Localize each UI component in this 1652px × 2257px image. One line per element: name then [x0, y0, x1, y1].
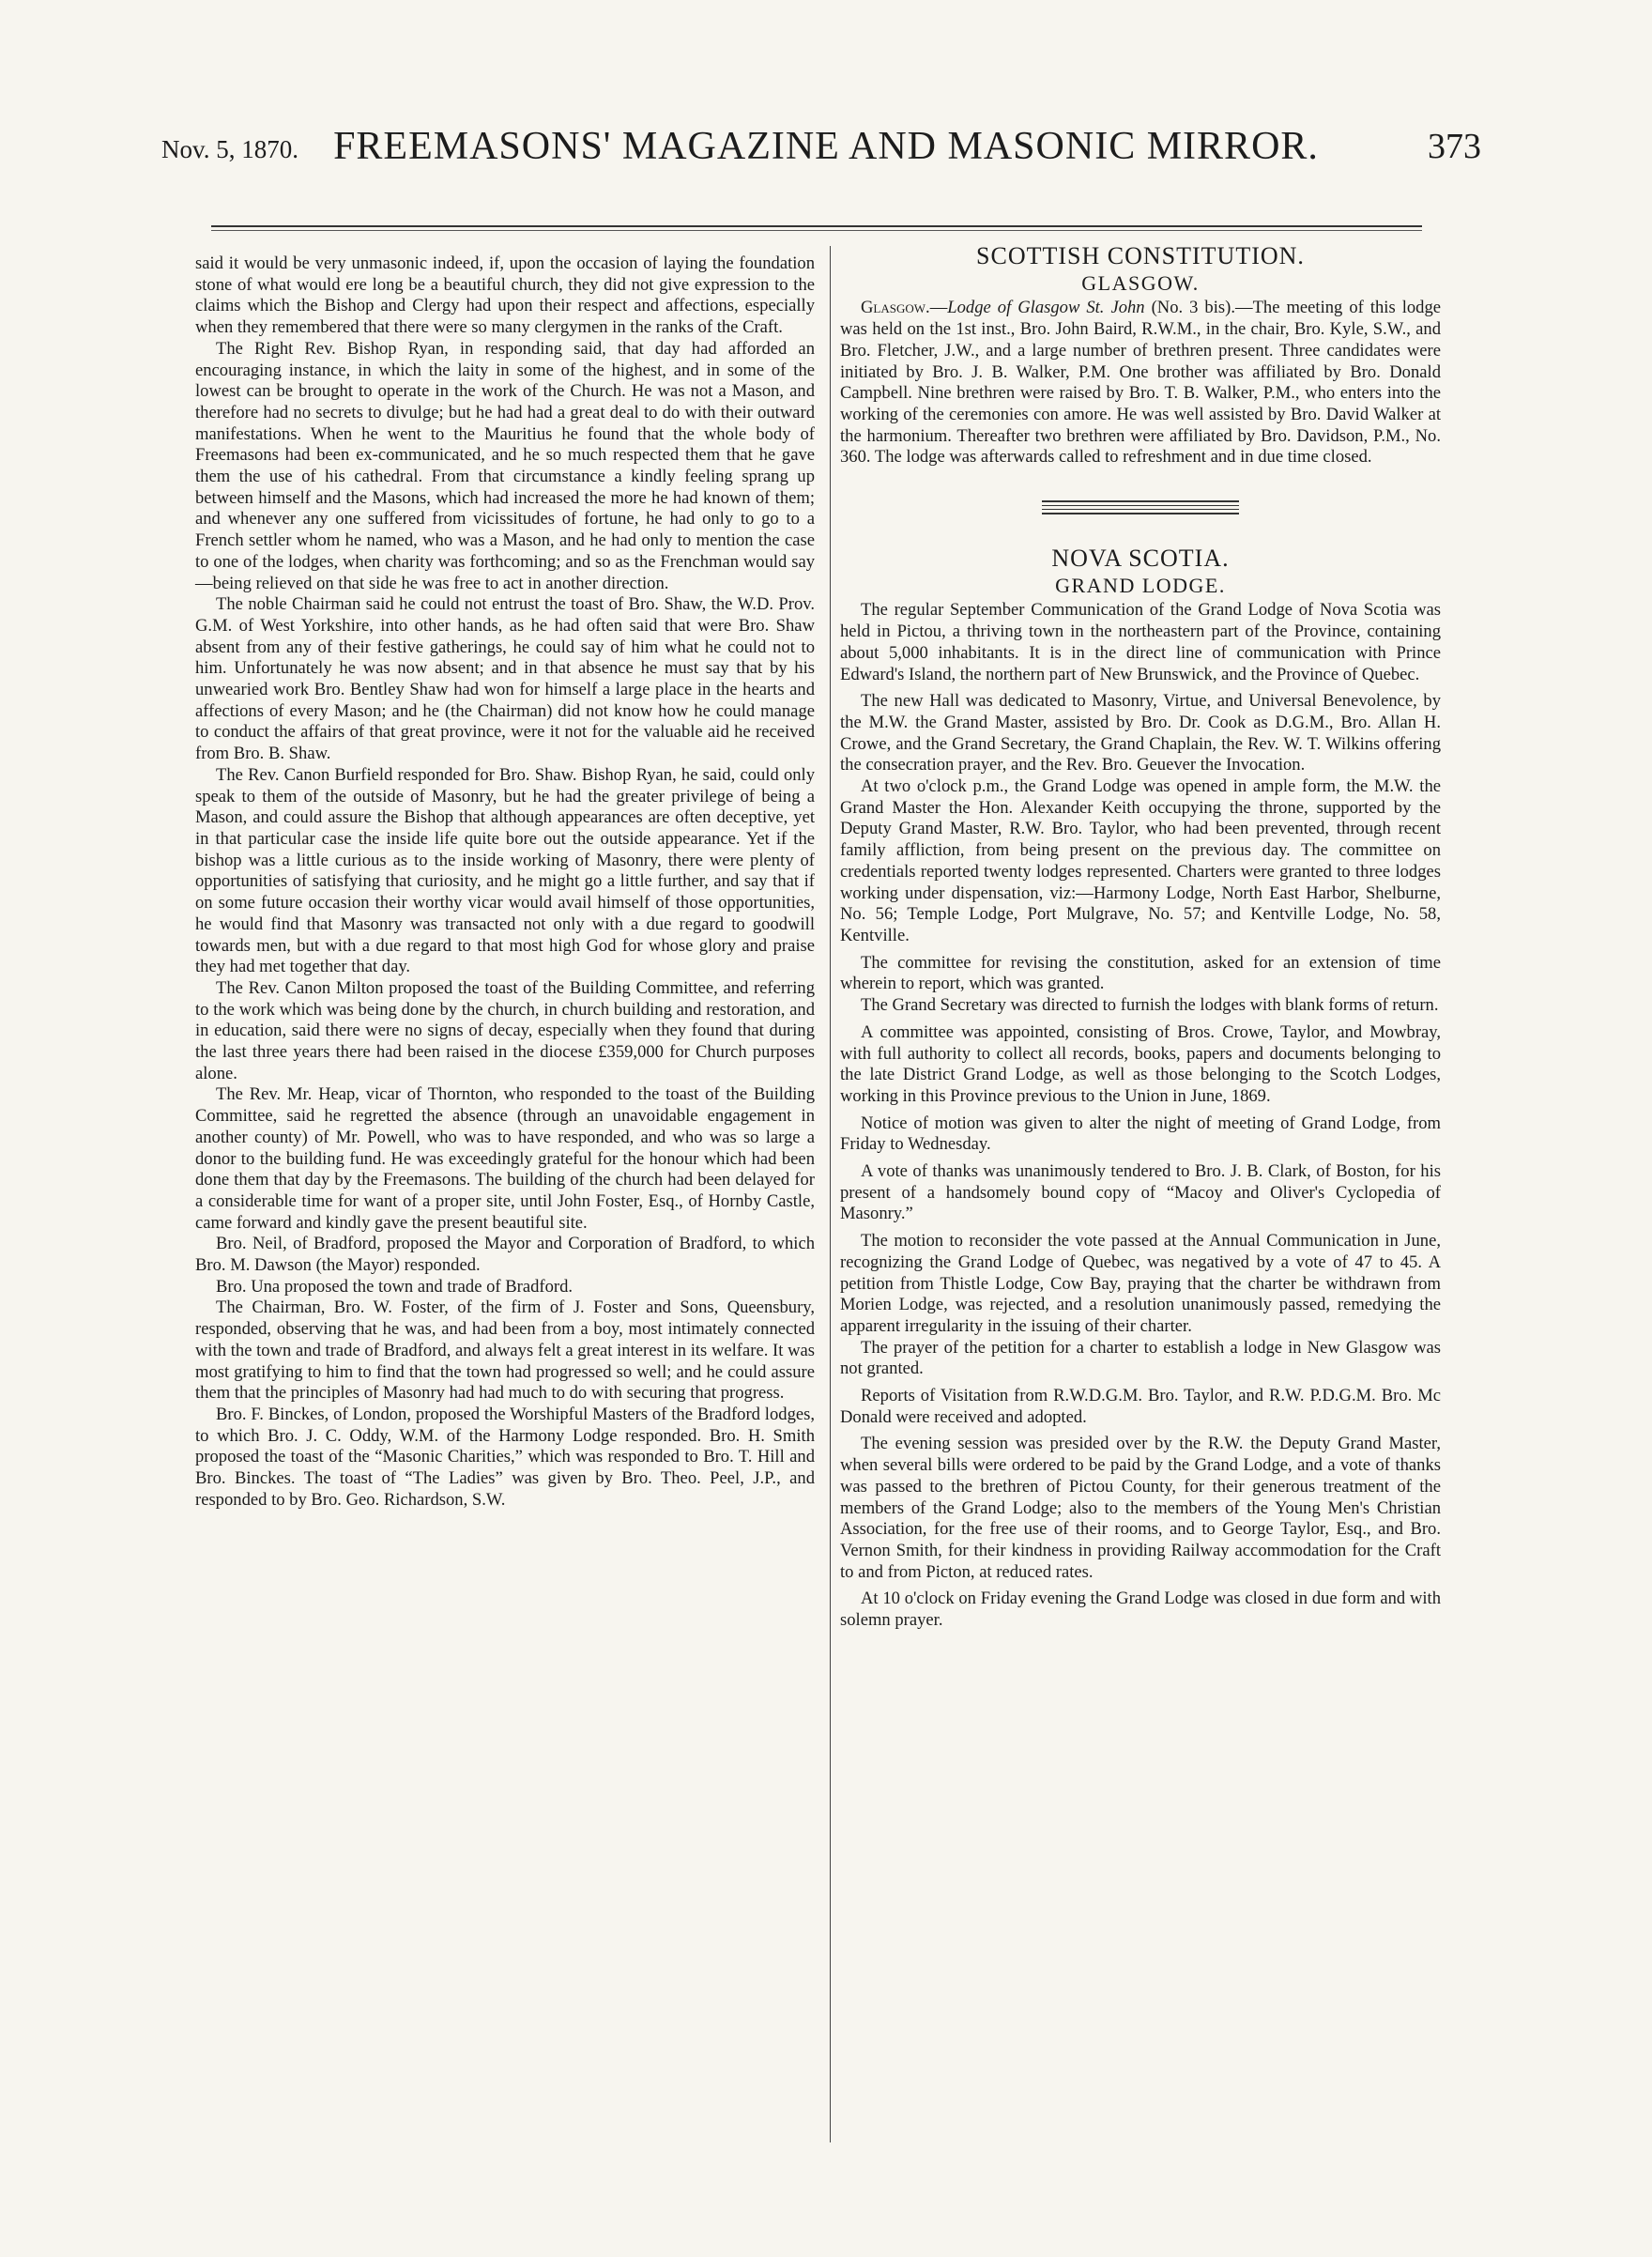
page-header	[160, 120, 1492, 177]
section-divider	[1042, 500, 1239, 514]
header-rule-thin	[211, 230, 1422, 231]
nova-paragraph-12: The evening session was presided over by the R.W. the Deputy Grand Master, when several bills were ordered to be paid by the Grand Lodge, and a vote of thanks was passed to the brethren of Pictou County, for their generous treatment of the members of the Grand Lodge; also to the members of the Young Men's Christian Association, for the free use of their rooms, and to George Taylor, Esq., and Bro. Vernon Smith, for their kindness in providing Railway accommodation for the Craft to and from Picton, at reduced rates.	[840, 1434, 1441, 1582]
column-divider	[830, 246, 831, 2142]
magazine-title: FREEMASONS' MAGAZINE AND MASONIC MIRROR.	[333, 125, 1319, 168]
left-paragraph-10: Bro. F. Binckes, of London, proposed the Worshipful Masters of the Bradford lodges, to which Bro. J. C. Oddy, W.M. of the Harmony Lodge responded. Bro. H. Smith proposed the toast of the “Masonic Charities,” which was responded to Bro. T. Hill and Bro. Binckes. The toast of “The Ladies” was given by Bro. Theo. Peel, J.P., and responded to by Bro. Geo. Richardson, S.W.	[195, 1404, 815, 1510]
glasgow-subheading: GLASGOW.	[1081, 270, 1200, 295]
left-column	[195, 253, 815, 1511]
right-column	[840, 242, 1441, 1632]
left-paragraph-8: Bro. Una proposed the town and trade of Bradford.	[216, 1276, 574, 1297]
nova-paragraph-8: A vote of thanks was unanimously tendered to Bro. J. B. Clark, of Boston, for his present of a handsomely bound copy of “Macoy and Oliver's Cyclopedia of Masonry.”	[840, 1161, 1441, 1224]
nova-scotia-heading: NOVA SCOTIA.	[1051, 545, 1230, 573]
left-paragraph-4: The Rev. Canon Burfield responded for Bro. Shaw. Bishop Ryan, he said, could only speak to them of the outside of Masonry, but he had the greater privilege of being a Mason, and could assure the Bishop that although appearances are often deceptive, yet in that particular case the inside life quite bore out the outside appearance. Yet if the bishop was a little curious as to the inside working of Masonry, there were plenty of opportunities of satisfying that curiosity, and he might go a little further, and say that if on some future occasion their worthy vicar would avail himself of those opportunities, he would find that Masonry was transacted not only with a due regard to goodwill towards men, but with a due regard to that most high God for whose glory and praise they had met together that day.	[195, 764, 815, 977]
left-paragraph-9: The Chairman, Bro. W. Foster, of the firm of J. Foster and Sons, Queensbury, responded, observing that he was, and had been from a boy, most intimately connected with the town and trade of Bradford, and always felt a great interest in its welfare. It was most gratifying to him to find that the town had progressed so well; and he could assure them that the principles of Masonry had had much to do with securing that progress.	[195, 1297, 815, 1404]
nova-paragraph-9: The motion to reconsider the vote passed at the Annual Communication in June, recognizing the Grand Lodge of Quebec, was negatived by a vote of 47 to 45. A petition from Thistle Lodge, Cow Bay, praying that the charter be withdrawn from Morien Lodge, was rejected, and a resolution unanimously passed, remedying the apparent irregularity in the issuing of their charter.	[840, 1231, 1441, 1336]
nova-paragraph-3: At two o'clock p.m., the Grand Lodge was opened in ample form, the M.W. the Grand Master the Hon. Alexander Keith occupying the throne, supported by the Deputy Grand Master, R.W. Bro. Taylor, who had been prevented, through recent family affliction, from being present on the previous day. The committee on credentials reported twenty lodges represented. Charters were granted to three lodges working under dispensation, viz:—Harmony Lodge, North East Harbor, Shelburne, No. 56; Temple Lodge, Port Mulgrave, No. 57; and Kentville Lodge, No. 58, Kentville.	[840, 776, 1441, 945]
glasgow-report-text: (No. 3 bis).—The meeting of this lodge was held on the 1st inst., Bro. John Baird, R.W.M., in the chair, Bro. Kyle, S.W., and Bro. Fletcher, J.W., and a large number of brethren present. Three candidates were initiated by Bro. J. B. Walker, P.M. One brother was affiliated by Bro. Donald Campbell. Nine brethren were raised by Bro. T. B. Walker, P.M., who enters into the working of the ceremonies con amore. He was well assisted by Bro. David Walker at the harmonium. Thereafter two brethren were affiliated by Bro. Davidson, P.M., No. 360. The lodge was afterwards called to refreshment and in due time closed.	[840, 298, 1441, 468]
nova-paragraph-5: The Grand Secretary was directed to furnish the lodges with blank forms of return.	[861, 995, 1439, 1016]
nova-paragraph-6: A committee was appointed, consisting of Bros. Crowe, Taylor, and Mowbray, with full authority to collect all records, books, papers and documents belonging to the late District Grand Lodge, as well as those belonging to the Scotch Lodges, working in this Province previous to the Union in June, 1869.	[840, 1021, 1441, 1106]
glasgow-report: Glasgow.—Lodge of Glasgow St. John (No. 3 bis).—The meeting of this lodge was held on the 1st inst., Bro. John Baird, R.W.M., in the chair, Bro. Kyle, S.W., and Bro. Fletcher, J.W., and a large number of brethren present. Three candidates were initiated by Bro. J. B. Walker, P.M. One brother was affiliated by Bro. Donald Campbell. Nine brethren were raised by Bro. T. B. Walker, P.M., who enters into the working of the ceremonies con amore. He was well assisted by Bro. David Walker at the harmonium. Thereafter two brethren were affiliated by Bro. Davidson, P.M., No. 360. The lodge was afterwards called to refreshment and in due time closed.	[840, 298, 1441, 468]
grand-lodge-subheading: GRAND LODGE.	[1055, 573, 1226, 597]
left-paragraph-1: said it would be very unmasonic indeed, if, upon the occasion of laying the foundation stone of what would ere long be a beautiful church, they did not give expression to the claims which the Bishop and Clergy had upon their respect and affections, especially when they remembered that there were so many clergymen in the ranks of the Craft.	[195, 253, 815, 338]
nova-paragraph-7: Notice of motion was given to alter the night of meeting of Grand Lodge, from Friday to Wednesday.	[840, 1113, 1441, 1155]
nova-paragraph-1: The regular September Communication of the Grand Lodge of Nova Scotia was held in Pictou, a thriving town in the northeastern part of the Province, containing about 5,000 inhabitants. It is in the direct line of communication with Prince Edward's Island, the northern part of New Brunswick, and the Province of Quebec.	[840, 600, 1441, 684]
nova-paragraph-13: At 10 o'clock on Friday evening the Grand Lodge was closed in due form and with solemn prayer.	[840, 1589, 1441, 1631]
left-paragraph-5: The Rev. Canon Milton proposed the toast of the Building Committee, and referring to the work which was being done by the church, in church building and restoration, and in education, said there were no signs of decay, especially when they found that during the last three years there had been raised in the diocese £359,000 for Church purposes alone.	[195, 977, 815, 1083]
scottish-heading: SCOTTISH CONSTITUTION.	[976, 242, 1305, 269]
nova-paragraph-4: The committee for revising the constitution, asked for an extension of time wherein to report, which was granted.	[840, 952, 1441, 994]
nova-paragraph-11: Reports of Visitation from R.W.D.G.M. Bro. Taylor, and R.W. P.D.G.M. Bro. Mc Donald were received and adopted.	[840, 1386, 1441, 1427]
left-paragraph-7: Bro. Neil, of Bradford, proposed the Mayor and Corporation of Bradford, to which Bro. M. Dawson (the Mayor) responded.	[195, 1234, 815, 1276]
left-paragraph-6: The Rev. Mr. Heap, vicar of Thornton, who responded to the toast of the Building Committee, said he regretted the absence (through an unavoidable engagement in another county) of Mr. Powell, who was to have responded, and who was so large a donor to the building fund. He was exceedingly grateful for the honour which had been done them that day by the Freemasons. The building of the church had been delayed for a considerable time for want of a proper site, until John Foster, Esq., of Hornby Castle, came forward and kindly gave the present beautiful site.	[195, 1084, 815, 1233]
page-number: 373	[1428, 127, 1481, 166]
left-paragraph-3: The noble Chairman said he could not entrust the toast of Bro. Shaw, the W.D. Prov. G.M. of West Yorkshire, into other hands, as he had often said that were Bro. Shaw absent from any of their festive gatherings, he could say of him what he could not to him. Unfortunately he was now absent; and in that absence he must say that by his unwearied work Bro. Bentley Shaw had won for himself a large place in the hearts and affections of every Mason; and he (the Chairman) did not know how he could manage to conduct the affairs of that great province, were it not for the valuable aid he received from Bro. B. Shaw.	[195, 594, 815, 764]
glasgow-lodge-name: Lodge of Glasgow St. John	[947, 298, 1145, 318]
left-paragraph-2: The Right Rev. Bishop Ryan, in responding said, that day had afforded an encouraging instance, in which the laity in some of the highest, and in some of the lowest can be brought to operate in the work of the Church. He was not a Mason, and therefore had no secrets to divulge; but he had had a great deal to do with their outward manifestations. When he went to the Mauritius he found that the whole body of Freemasons had been ex-communicated, and he so much respected them that he gave them the use of his cathedral. From that circumstance a kindly feeling sprang up between himself and the Masons, which had increased the more he had known of them; and whenever any one suffered from vicissitudes of fortune, he had only to go to a French settler whom he named, who was a Mason, and he had only to mention the case to one of the lodges, when charity was forthcoming; and so as the Frenchman would say—being relieved on that side he was free to act in another direction.	[195, 338, 815, 593]
glasgow-place: Glasgow	[861, 298, 926, 318]
header-rule	[211, 225, 1422, 227]
issue-date: Nov. 5, 1870.	[161, 135, 298, 163]
nova-paragraph-2: The new Hall was dedicated to Masonry, Virtue, and Universal Benevolence, by the M.W. the Grand Master, assisted by Bro. Dr. Cook as D.G.M., Bro. Allan H. Crowe, and the Grand Secretary, the Grand Chaplain, the Rev. W. T. Wilkins offering the consecration prayer, and the Rev. Bro. Geuever the Invocation.	[840, 691, 1441, 775]
nova-paragraph-10: The prayer of the petition for a charter to establish a lodge in New Glasgow was not granted.	[840, 1337, 1441, 1379]
